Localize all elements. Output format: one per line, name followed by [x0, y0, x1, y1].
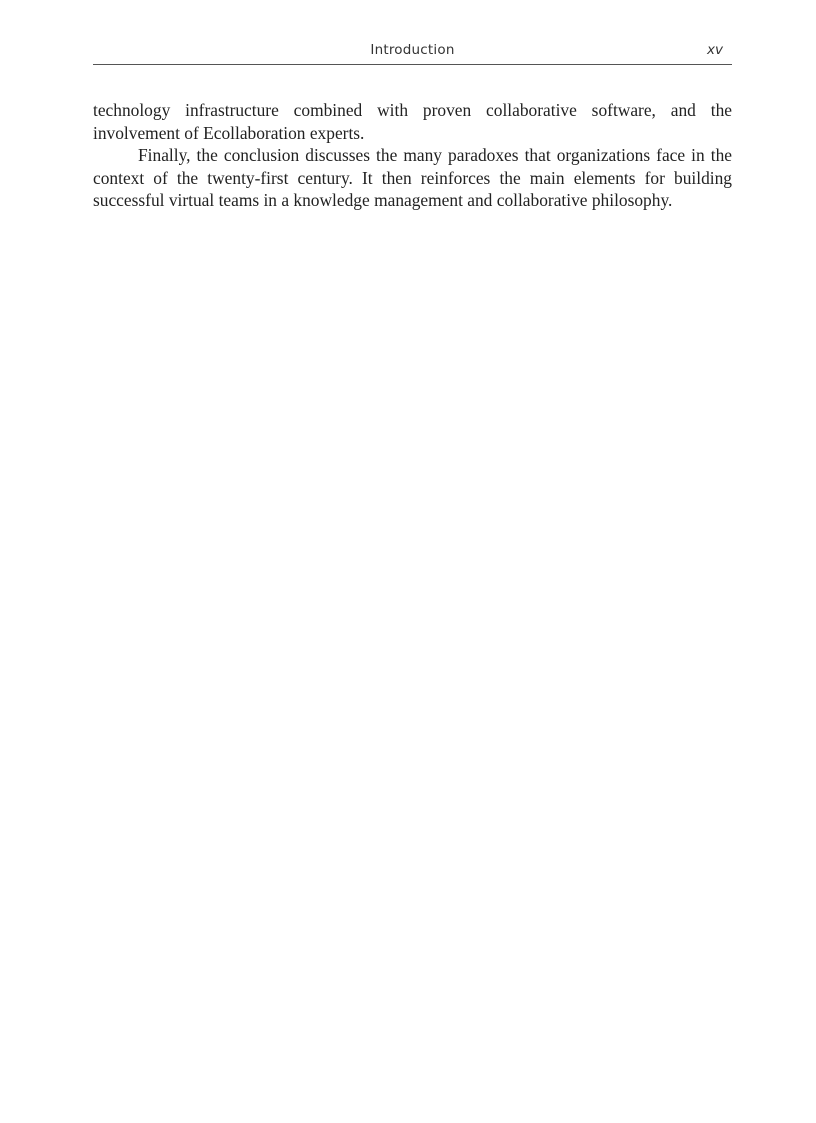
paragraph-conclusion: Finally, the conclusion discusses the many paradoxes that organizations face in the context of the twenty-first century. It then reinforces the main elements for building successful virtual teams in a knowledge management and collaborative philosophy. — [93, 145, 732, 210]
running-title: Introduction — [370, 42, 455, 58]
paragraph-continuation: technology infrastructure combined with proven collaborative software, and the involvement of Ecollaboration experts. — [93, 100, 732, 143]
running-header — [93, 40, 732, 65]
body-text — [93, 99, 732, 212]
book-page — [93, 0, 732, 1123]
page-number: xv — [707, 42, 723, 58]
